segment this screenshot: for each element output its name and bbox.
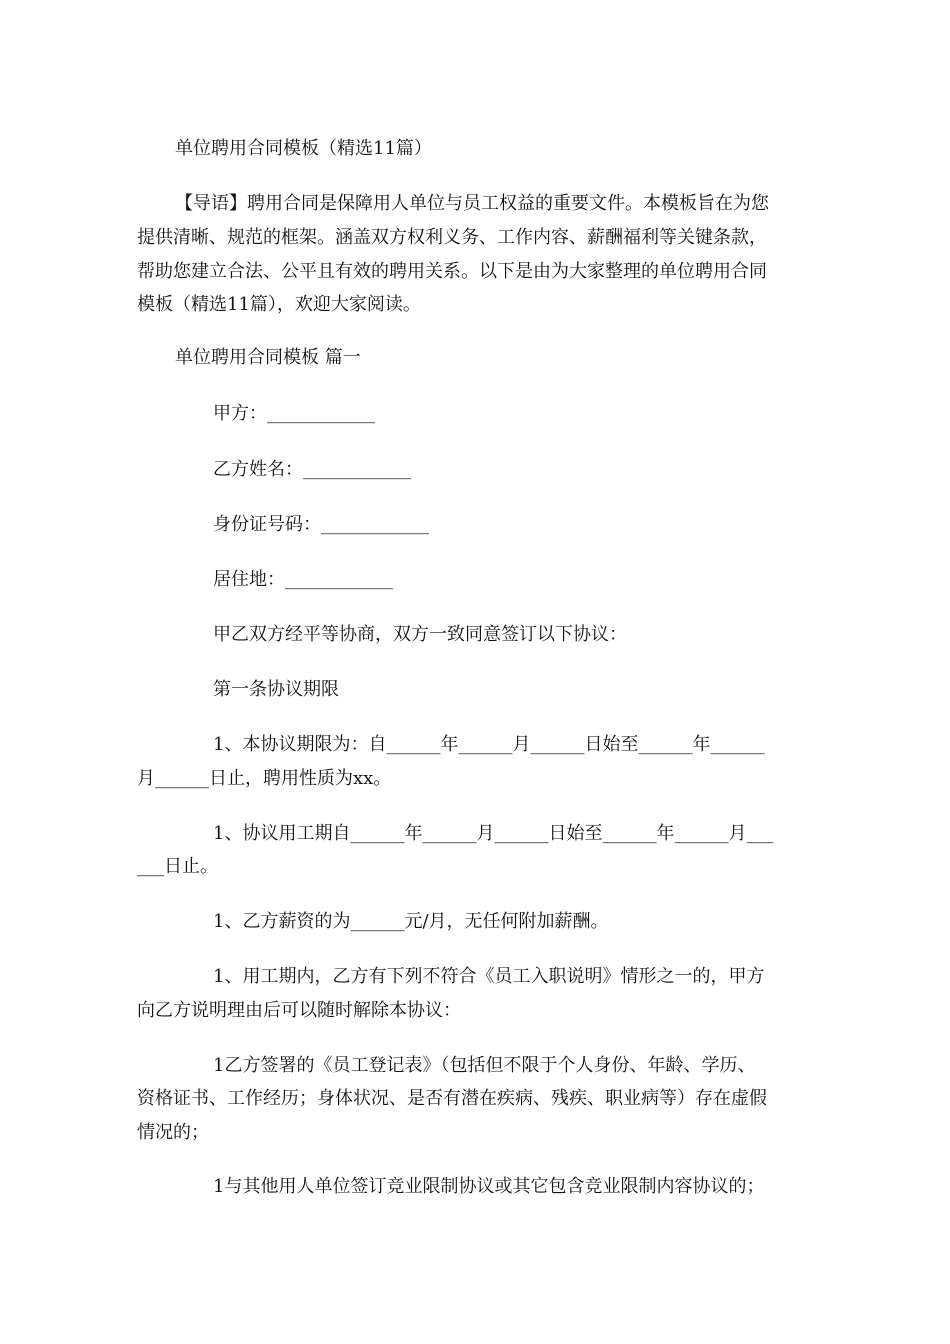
field-residence: 居住地：____________ — [213, 569, 393, 590]
clause-term-line-1: 1、本协议期限为：自______年______月______日始至______年______ — [213, 734, 765, 755]
intro-line-2: 提供清晰、规范的框架。涵盖双方权利义务、工作内容、薪酬福利等关键条款， — [137, 227, 767, 248]
document-title: 单位聘用合同模板（精选11篇） — [175, 138, 432, 159]
clause-probation-line-1: 1、协议用工期自______年______月______日始至______年______月___ — [213, 823, 774, 844]
article1-title: 第一条协议期限 — [213, 679, 339, 700]
clause-termination-line-2: 向乙方说明理由后可以随时解除本协议： — [137, 1000, 461, 1021]
clause-term-line-2: 月______日止，聘用性质为xx。 — [137, 768, 392, 789]
clause-probation-line-2: ___日止。 — [137, 856, 218, 877]
agreement-intro: 甲乙双方经平等协商，双方一致同意签订以下协议： — [213, 624, 627, 645]
field-id-number: 身份证号码：____________ — [213, 514, 429, 535]
sub-clause-1-line-1: 1乙方签署的《员工登记表》（包括但不限于个人身份、年龄、学历、 — [213, 1055, 756, 1076]
section-title: 单位聘用合同模板 篇一 — [175, 347, 361, 368]
field-party-a: 甲方：____________ — [213, 403, 375, 424]
intro-line-3: 帮助您建立合法、公平且有效的聘用关系。以下是由为大家整理的单位聘用合同 — [137, 261, 767, 282]
field-party-b-name: 乙方姓名：____________ — [213, 459, 411, 480]
clause-termination-line-1: 1、用工期内，乙方有下列不符合《员工入职说明》情形之一的，甲方 — [213, 966, 765, 987]
clause-salary: 1、乙方薪资的为______元/月，无任何附加薪酬。 — [213, 911, 609, 932]
sub-clause-2: 1与其他用人单位签订竞业限制协议或其它包含竞业限制内容协议的； — [213, 1176, 765, 1197]
intro-line-4: 模板（精选11篇），欢迎大家阅读。 — [137, 294, 421, 315]
sub-clause-1-line-2: 资格证书、工作经历；身体状况、是否有潜在疾病、残疾、职业病等）存在虚假 — [137, 1088, 767, 1109]
intro-line-1: 【导语】聘用合同是保障用人单位与员工权益的重要文件。本模板旨在为您 — [175, 193, 769, 214]
sub-clause-1-line-3: 情况的； — [137, 1122, 209, 1143]
